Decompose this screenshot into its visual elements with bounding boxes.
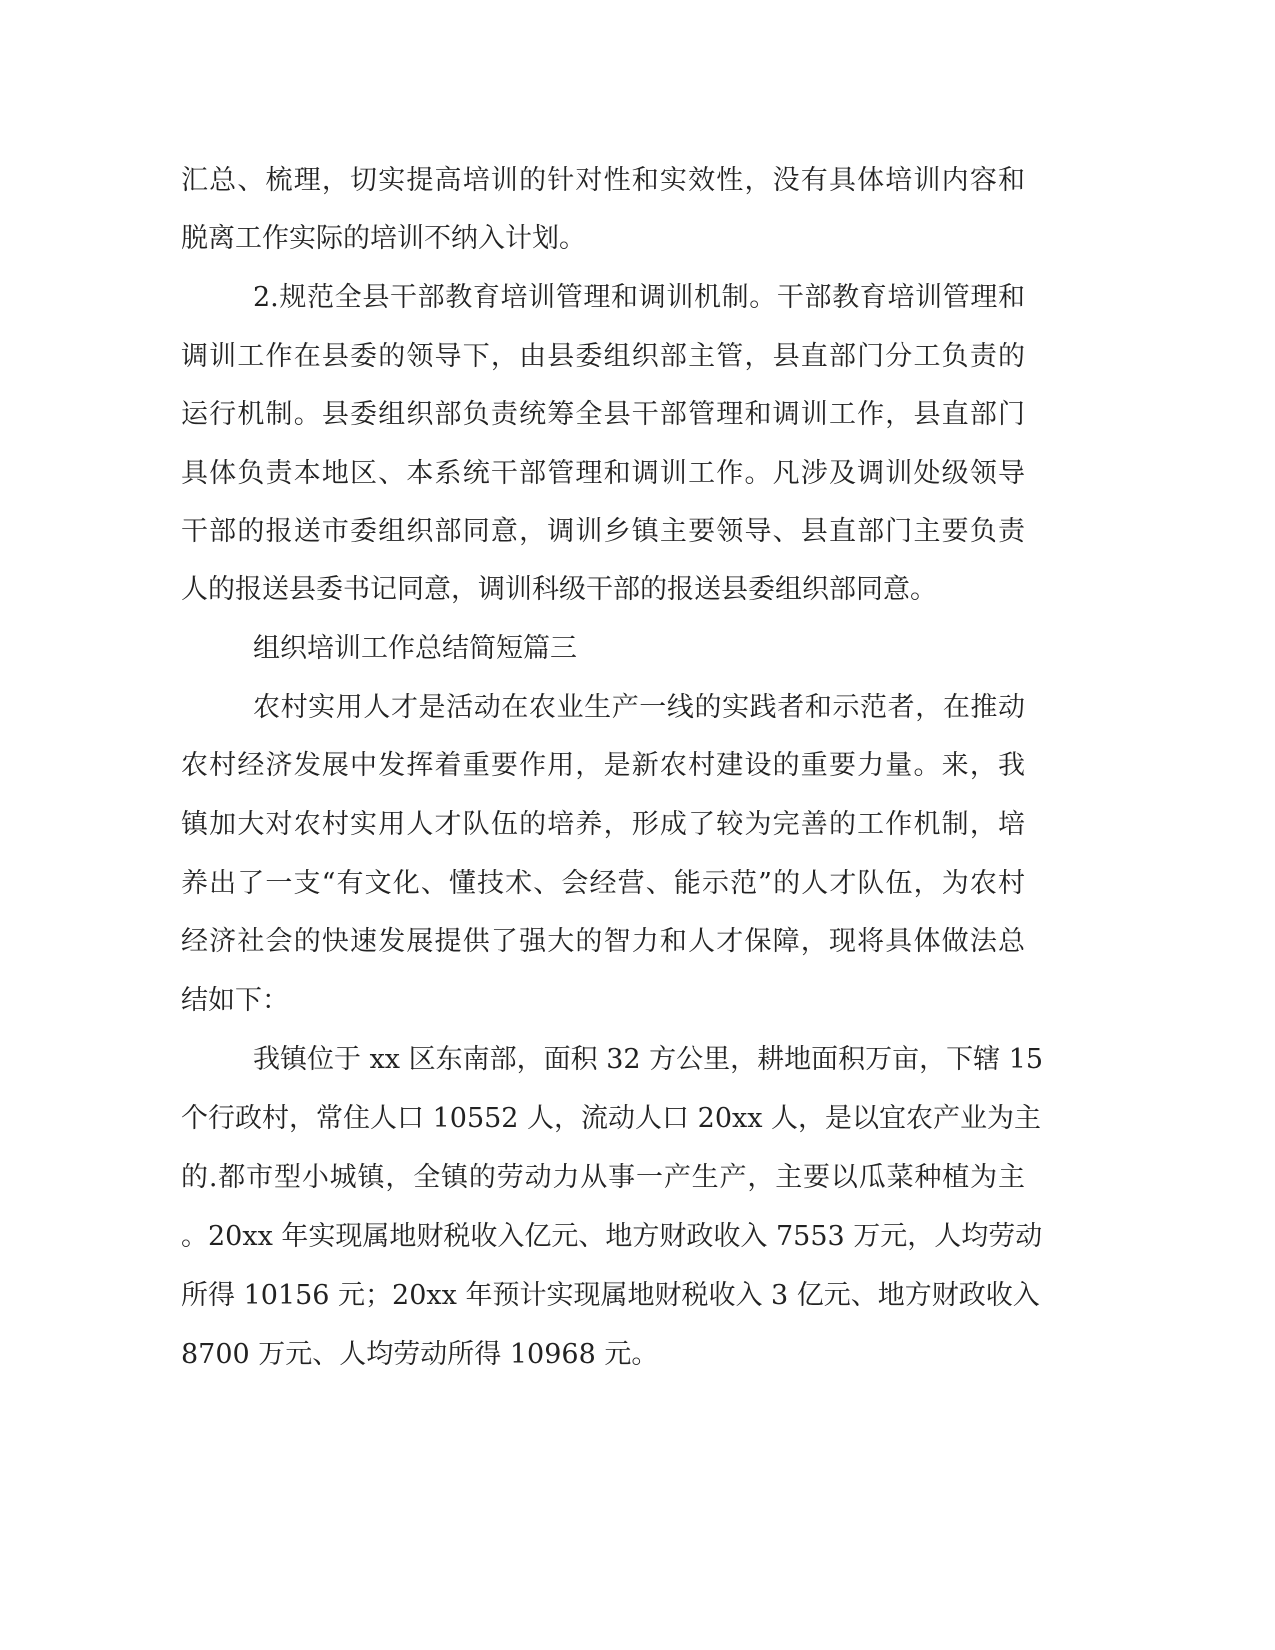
text-line xyxy=(0,864,1275,904)
line-text: 个行政村，常住人口 10552 人，流动人口 20xx 人，是以宜农产业为主 xyxy=(181,1103,1042,1134)
text-line xyxy=(0,746,1275,786)
text-line xyxy=(0,922,1275,962)
text-line xyxy=(0,512,1275,552)
text-line xyxy=(0,570,1275,610)
line-text: 农村实用人才是活动在农业生产一线的实践者和示范者，在推动 xyxy=(253,692,1025,723)
text-line xyxy=(0,278,1275,318)
text-line xyxy=(0,161,1275,201)
line-text: 结如下： xyxy=(181,985,289,1016)
line-text: 人的报送县委书记同意，调训科级干部的报送县委组织部同意。 xyxy=(181,574,937,605)
line-text: 2.规范全县干部教育培训管理和调训机制。干部教育培训管理和 xyxy=(253,282,1025,313)
line-text: 镇加大对农村实用人才队伍的培养，形成了较为完善的工作机制，培 xyxy=(181,809,1025,840)
text-line xyxy=(0,337,1275,377)
text-line xyxy=(0,1158,1275,1198)
line-text: 农村经济发展中发挥着重要作用，是新农村建设的重要力量。来，我 xyxy=(181,750,1025,781)
line-text: 脱离工作实际的培训不纳入计划。 xyxy=(181,223,586,254)
section-heading xyxy=(0,629,1275,669)
line-text: 干部的报送市委组织部同意，调训乡镇主要领导、县直部门主要负责 xyxy=(181,516,1025,547)
text-line xyxy=(0,805,1275,845)
text-line xyxy=(0,1217,1275,1257)
text-line xyxy=(0,454,1275,494)
text-line xyxy=(0,1099,1275,1139)
line-text: 组织培训工作总结简短篇三 xyxy=(253,633,577,664)
text-line xyxy=(0,219,1275,259)
line-text: 调训工作在县委的领导下，由县委组织部主管，县直部门分工负责的 xyxy=(181,341,1025,372)
text-line xyxy=(0,1040,1275,1080)
line-text: 。20xx 年实现属地财税收入亿元、地方财政收入 7553 万元，人均劳动 xyxy=(181,1221,1043,1252)
line-text: 养出了一支“有文化、懂技术、会经营、能示范”的人才队伍，为农村 xyxy=(181,868,1025,899)
line-text: 的.都市型小城镇，全镇的劳动力从事一产生产，主要以瓜菜种植为主 xyxy=(181,1162,1025,1193)
text-line xyxy=(0,1335,1275,1375)
text-line xyxy=(0,395,1275,435)
line-text: 经济社会的快速发展提供了强大的智力和人才保障，现将具体做法总 xyxy=(181,926,1025,957)
line-text: 所得 10156 元；20xx 年预计实现属地财税收入 3 亿元、地方财政收入 xyxy=(181,1280,1040,1311)
text-line xyxy=(0,981,1275,1021)
line-text: 我镇位于 xx 区东南部，面积 32 方公里，耕地面积万亩，下辖 15 xyxy=(253,1044,1044,1075)
line-text: 汇总、梳理，切实提高培训的针对性和实效性，没有具体培训内容和 xyxy=(181,165,1025,196)
text-line xyxy=(0,1276,1275,1316)
line-text: 运行机制。县委组织部负责统筹全县干部管理和调训工作，县直部门 xyxy=(181,399,1025,430)
line-text: 具体负责本地区、本系统干部管理和调训工作。凡涉及调训处级领导 xyxy=(181,458,1025,489)
line-text: 8700 万元、人均劳动所得 10968 元。 xyxy=(181,1339,659,1370)
text-line xyxy=(0,688,1275,728)
